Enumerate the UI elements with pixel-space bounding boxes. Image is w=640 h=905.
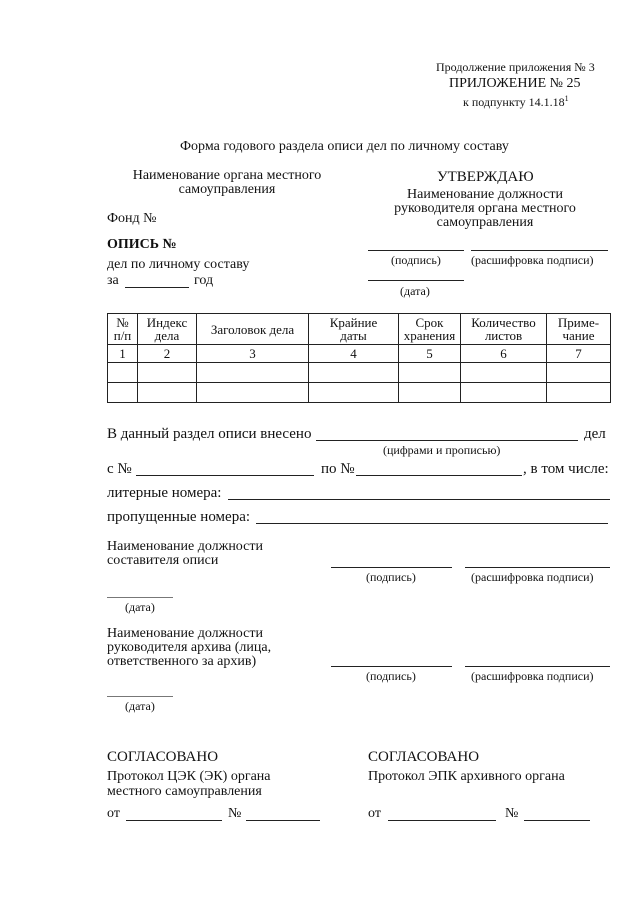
inventory-label: ОПИСЬ № (107, 237, 177, 252)
header-cell: № п/п (108, 314, 138, 345)
archive-head-position-label: Наименование должности руководителя архива (лица, ответственного за архив) (107, 626, 272, 669)
table-row (108, 363, 611, 383)
column-number: 6 (461, 345, 547, 363)
table-column-numbers-row (108, 345, 611, 363)
fond-label: Фонд № (107, 211, 157, 226)
table-cell (547, 383, 611, 403)
agreed-left-number-label: № (228, 806, 242, 821)
column-number: 3 (197, 345, 309, 363)
table-cell (108, 363, 138, 383)
agreed-right-number-line (524, 820, 590, 821)
inventory-table (107, 313, 611, 403)
letter-numbers-line (228, 499, 610, 500)
approve-signature-caption: (подпись) (391, 253, 441, 267)
including-label: , в том числе: (523, 461, 609, 477)
archive-decoding-caption: (расшифровка подписи) (471, 669, 594, 683)
table-cell (108, 383, 138, 403)
compiler-date-line (107, 597, 173, 598)
compiler-date-caption: (дата) (125, 600, 155, 614)
year-label: год (194, 273, 214, 288)
table-header-row (108, 314, 611, 345)
agreed-left-date-line (126, 820, 222, 821)
form-title: Форма годового раздела описи дел по личному составу (180, 139, 509, 154)
archive-signature-line (331, 666, 452, 667)
from-number-line (136, 475, 314, 476)
column-number: 4 (309, 345, 399, 363)
agreed-left-title: СОГЛАСОВАНО (107, 749, 219, 765)
entered-count-line (316, 440, 578, 441)
cases-unit-label: дел (584, 426, 606, 442)
letter-numbers-label: литерные номера: (107, 485, 222, 501)
header-cell: Срок хранения (399, 314, 461, 345)
header-cell: Приме- чание (547, 314, 611, 345)
table-cell (547, 363, 611, 383)
approve-date-line (368, 280, 464, 281)
missed-numbers-label: пропущенные номера: (107, 509, 251, 525)
agreed-right-title: СОГЛАСОВАНО (368, 749, 480, 765)
archive-date-line (107, 696, 173, 697)
compiler-signature-line (331, 567, 452, 568)
table-cell (197, 383, 309, 403)
table-cell (399, 383, 461, 403)
to-number-line (356, 475, 522, 476)
approve-signature-line (368, 250, 464, 251)
year-blank (125, 287, 189, 288)
column-number: 5 (399, 345, 461, 363)
agreed-left-protocol: Протокол ЦЭК (ЭК) органа местного самоуправления (107, 769, 271, 799)
agreed-right-date-line (388, 820, 496, 821)
table-cell (197, 363, 309, 383)
table-cell (399, 363, 461, 383)
agreed-left-from-label: от (107, 806, 120, 821)
for-label: за (107, 273, 119, 288)
entered-label: В данный раздел описи внесено (107, 426, 312, 442)
table-row (108, 383, 611, 403)
compiler-decoding-caption: (расшифровка подписи) (471, 570, 594, 584)
archive-signature-caption: (подпись) (366, 669, 416, 683)
approver-position: Наименование должности руководителя органа местного самоуправления (394, 187, 576, 230)
header-cell: Количество листов (461, 314, 547, 345)
to-number-label: по № (321, 461, 355, 477)
subpoint-reference: к подпункту 14.1.18$^1$ (463, 94, 569, 109)
continuation-note: Продолжение приложения № 3 (436, 60, 595, 74)
agreed-right-protocol: Протокол ЭПК архивного органа (368, 769, 565, 784)
table-cell (309, 363, 399, 383)
column-number: 2 (138, 345, 197, 363)
archive-decoding-line (465, 666, 610, 667)
header-cell: Заголовок дела (197, 314, 309, 345)
table-cell (309, 383, 399, 403)
table-cell (461, 383, 547, 403)
cases-label: дел по личному составу (107, 257, 250, 272)
table-cell (138, 363, 197, 383)
approve-decoding-line (471, 250, 608, 251)
table-cell (138, 383, 197, 403)
compiler-signature-caption: (подпись) (366, 570, 416, 584)
header-cell: Крайние даты (309, 314, 399, 345)
from-number-label: с № (107, 461, 132, 477)
header-cell: Индекс дела (138, 314, 197, 345)
approve-decoding-caption: (расшифровка подписи) (471, 253, 594, 267)
approve-date-caption: (дата) (400, 284, 430, 298)
in-words-caption: (цифрами и прописью) (383, 443, 501, 457)
appendix-number: ПРИЛОЖЕНИЕ № 25 (449, 76, 581, 91)
missed-numbers-line (256, 523, 608, 524)
table-cell (461, 363, 547, 383)
agreed-right-number-label: № (505, 806, 519, 821)
compiler-decoding-line (465, 567, 610, 568)
column-number: 7 (547, 345, 611, 363)
archive-date-caption: (дата) (125, 699, 155, 713)
org-name-label: Наименование органа местного самоуправления (132, 168, 322, 197)
approve-title: УТВЕРЖДАЮ (437, 169, 534, 185)
agreed-left-number-line (246, 820, 320, 821)
agreed-right-from-label: от (368, 806, 381, 821)
compiler-position-label: Наименование должности составителя описи (107, 539, 263, 568)
column-number: 1 (108, 345, 138, 363)
